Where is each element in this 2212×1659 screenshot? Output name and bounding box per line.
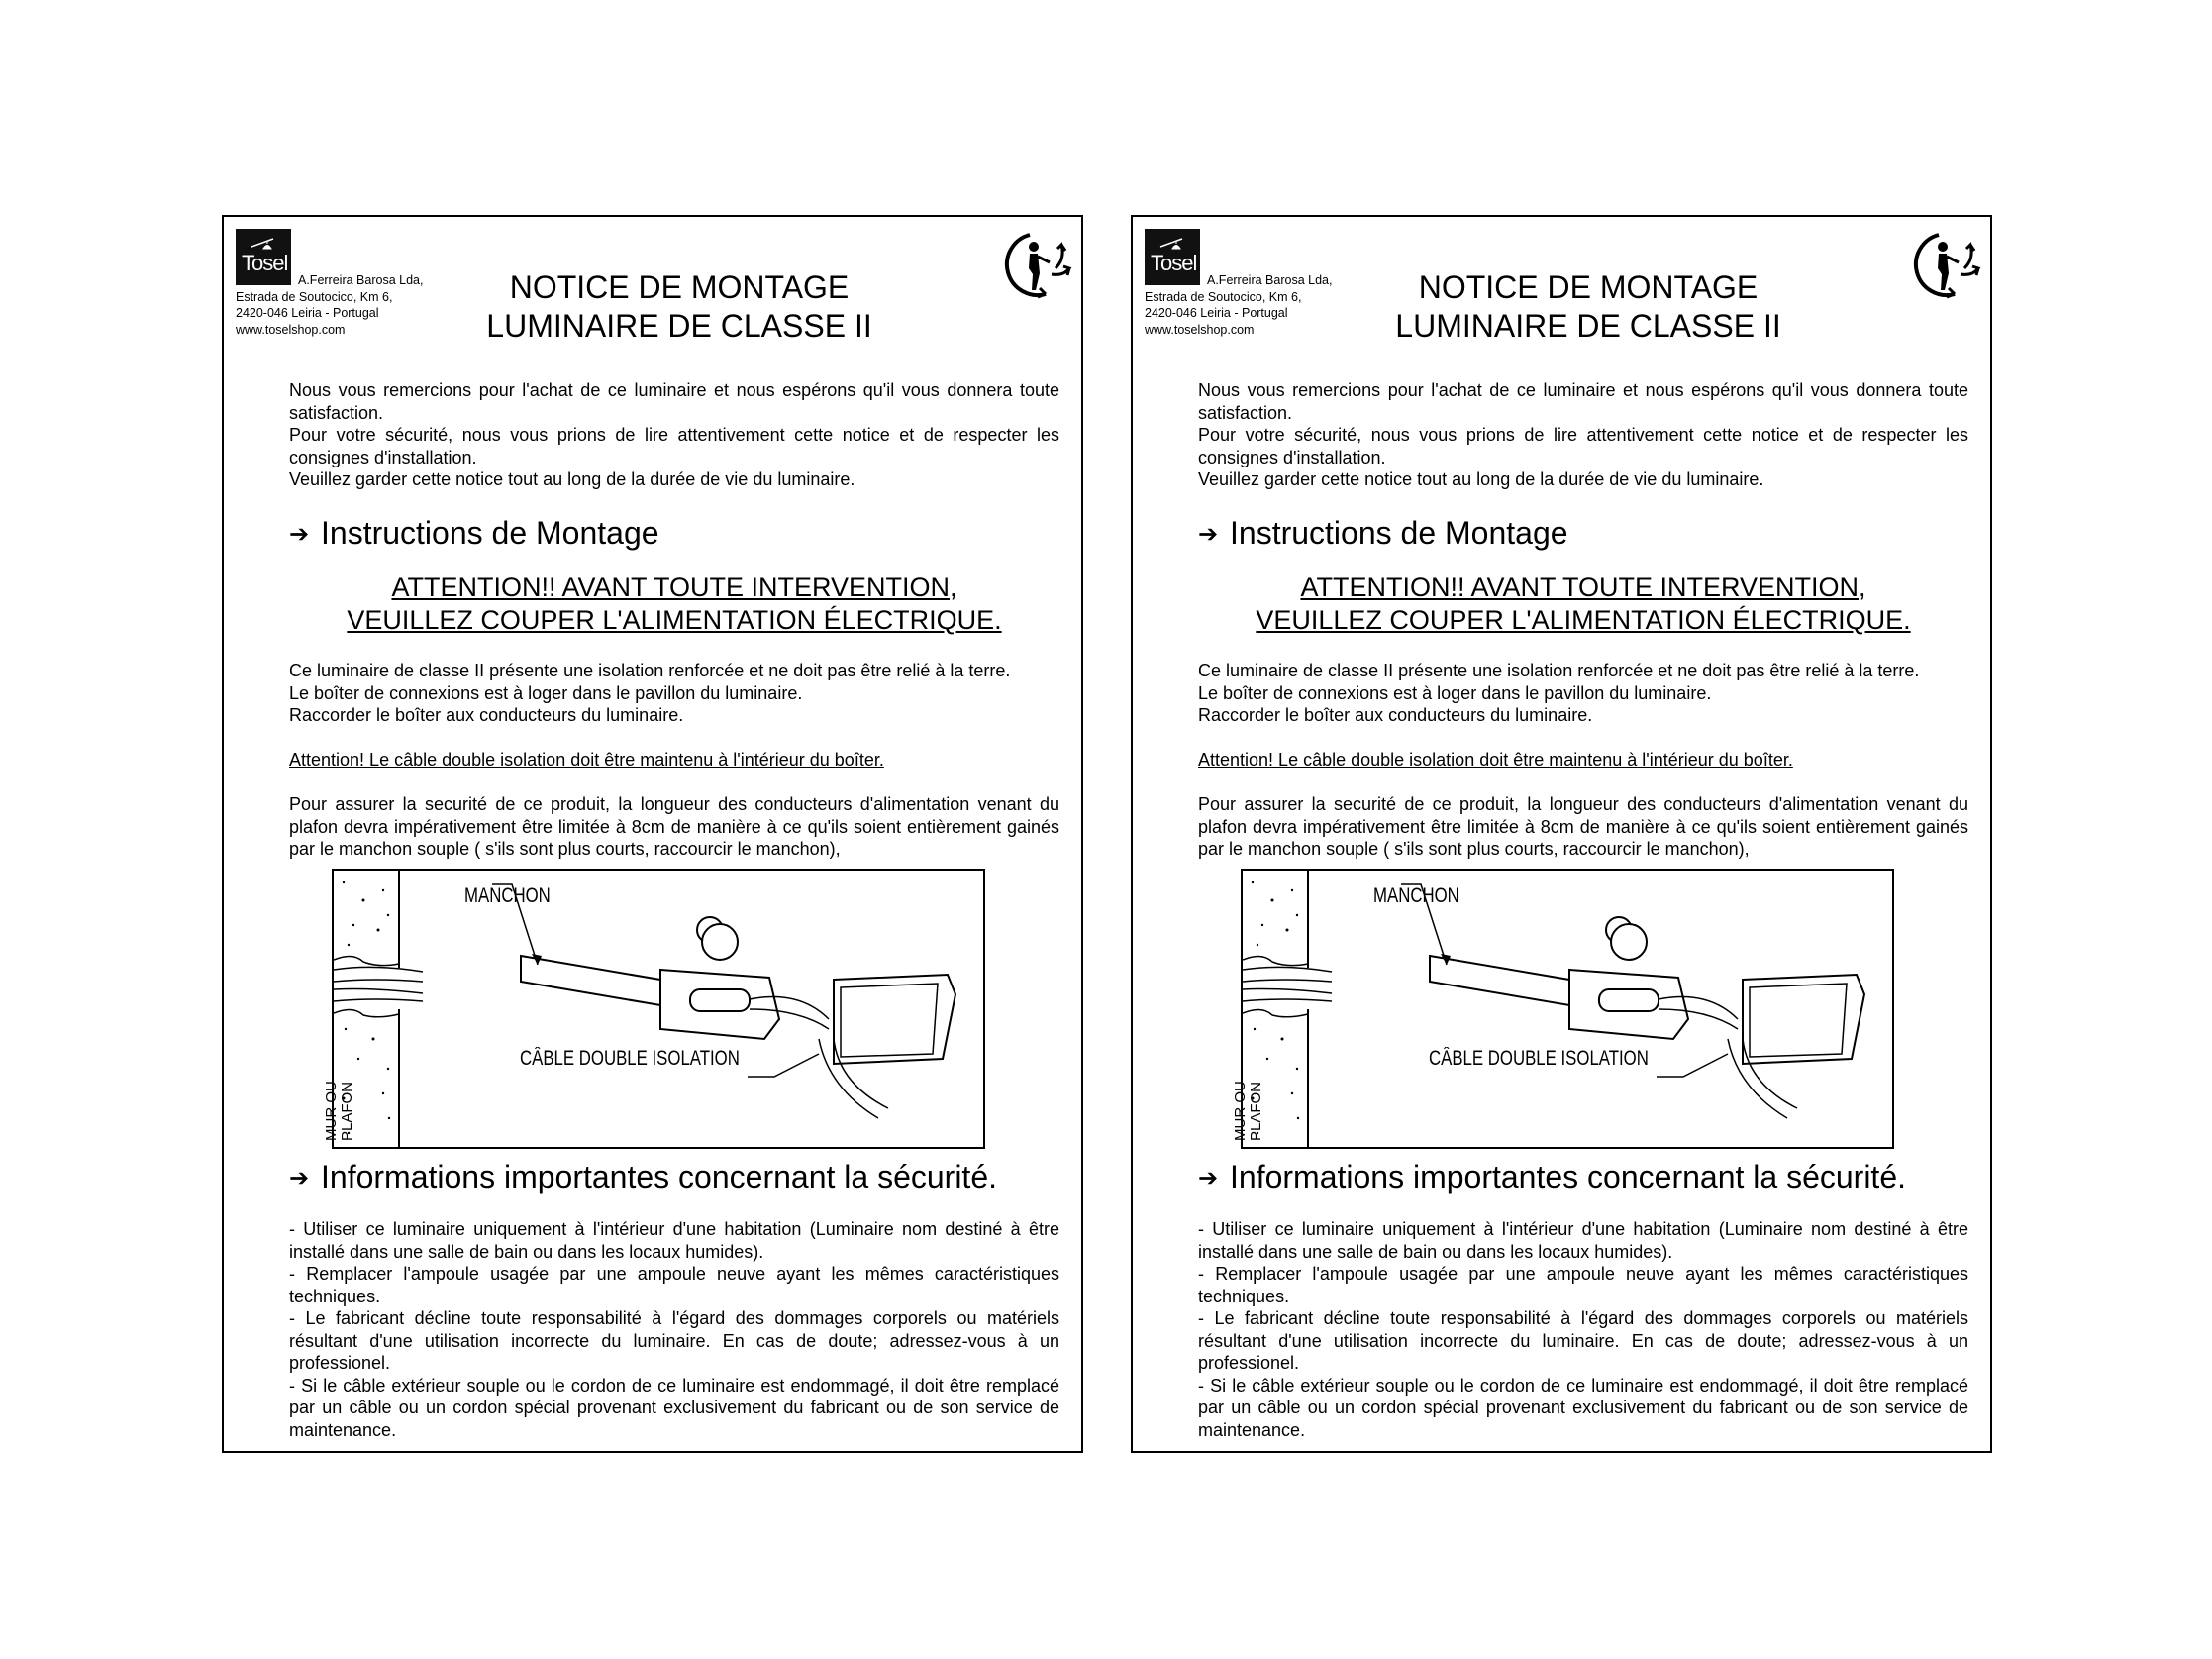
conductor-length-text: Pour assurer la securité de ce produit, la longueur des conducteurs d'alimentation venant du plafon devra impérativement être limitée à 8cm de manière à ce qu'ils soient entièrement gainés par le manchon souple ( s'ils sont plus courts, raccourcir le manchon), <box>289 794 1059 859</box>
attention-warning: ATTENTION!! AVANT TOUTE INTERVENTION, VEUILLEZ COUPER L'ALIMENTATION ÉLECTRIQUE. <box>1256 572 1911 635</box>
section-heading-montage: ➔ Instructions de Montage <box>289 513 659 555</box>
label-manchon: MANCHON <box>464 884 551 907</box>
section-heading-montage: ➔ Instructions de Montage <box>1198 513 1568 555</box>
cable-warning: Attention! Le câble double isolation doit être maintenu à l'intérieur du boîter. <box>1198 750 1793 770</box>
tosel-logo: Tosel <box>1145 229 1200 285</box>
section-heading-securite: ➔ Informations importantes concernant la sécurité. <box>289 1157 997 1198</box>
arrow-right-icon: ➔ <box>289 1165 310 1192</box>
tosel-logo: Tosel <box>236 229 291 285</box>
class-ii-text: Ce luminaire de classe II présente une isolation renforcée et ne doit pas être relié à la terre. Le boîter de connexions est à loger dans le pavillon du luminaire. Raccorder le boîter aux conducteurs du luminaire. <box>1198 661 1920 725</box>
list-item: - Si le câble extérieur souple ou le cordon de ce luminaire est endommagé, il doit être remplacé par un câble ou un cordon spécial provenant exclusivement du fabricant ou de son service de maintenance. <box>289 1375 1059 1440</box>
intro-text: Nous vous remercions pour l'achat de ce luminaire et nous espérons qu'il vous donnera toute satisfaction. Pour votre sécurité, nous vous prions de lire attentivement cette notice et de respecter les consignes d'installation. Veuillez garder cette notice tout au long de la durée de vie du luminaire. <box>1198 380 1968 489</box>
attention-warning: ATTENTION!! AVANT TOUTE INTERVENTION, VEUILLEZ COUPER L'ALIMENTATION ÉLECTRIQUE. <box>347 572 1002 635</box>
intro-text: Nous vous remercions pour l'achat de ce luminaire et nous espérons qu'il vous donnera toute satisfaction. Pour votre sécurité, nous vous prions de lire attentivement cette notice et de respecter les consignes d'installation. Veuillez garder cette notice tout au long de la durée de vie du luminaire. <box>289 380 1059 489</box>
instruction-sheet <box>222 215 1083 1453</box>
safety-list <box>289 1218 1059 1441</box>
list-item: - Le fabricant décline toute responsabilité à l'égard des dommages corporels ou matériels résultant d'une utilisation incorrecte du luminaire. En cas de doute; adressez-vous à un professionel. <box>1198 1308 1968 1373</box>
list-item: - Remplacer l'ampoule usagée par une ampoule neuve ayant les mêmes caractéristiques techniques. <box>1198 1264 1968 1306</box>
list-item: - Remplacer l'ampoule usagée par une ampoule neuve ayant les mêmes caractéristiques techniques. <box>289 1264 1059 1306</box>
class-ii-text: Ce luminaire de classe II présente une isolation renforcée et ne doit pas être relié à la terre. Le boîter de connexions est à loger dans le pavillon du luminaire. Raccorder le boîter aux conducteurs du luminaire. <box>289 661 1011 725</box>
triman-recycle-icon <box>1000 229 1073 300</box>
list-item: - Utiliser ce luminaire uniquement à l'intérieur d'une habitation (Luminaire nom destiné à être installé dans une salle de bain ou dans les locaux humides). <box>289 1219 1059 1262</box>
instruction-sheet <box>1131 215 1992 1453</box>
arrow-right-icon: ➔ <box>289 521 310 548</box>
page-title: NOTICE DE MONTAGE LUMINAIRE DE CLASSE II <box>1395 269 1781 344</box>
label-cable: CÂBLE DOUBLE ISOLATION <box>1429 1047 1649 1070</box>
mounting-diagram <box>1232 869 1894 1149</box>
mounting-diagram <box>323 869 985 1149</box>
arrow-right-icon: ➔ <box>1198 1165 1219 1192</box>
list-item: - Si le câble extérieur souple ou le cordon de ce luminaire est endommagé, il doit être remplacé par un câble ou un cordon spécial provenant exclusivement du fabricant ou de son service de maintenance. <box>1198 1375 1968 1440</box>
page-title: NOTICE DE MONTAGE LUMINAIRE DE CLASSE II <box>486 269 872 344</box>
cable-warning: Attention! Le câble double isolation doit être maintenu à l'intérieur du boîter. <box>289 750 884 770</box>
label-wall: MUR OU PLAFON <box>1232 1081 1264 1141</box>
list-item: - Le fabricant décline toute responsabilité à l'égard des dommages corporels ou matériels résultant d'une utilisation incorrecte du luminaire. En cas de doute; adressez-vous à un professionel. <box>289 1308 1059 1373</box>
list-item: - Utiliser ce luminaire uniquement à l'intérieur d'une habitation (Luminaire nom destiné à être installé dans une salle de bain ou dans les locaux humides). <box>1198 1219 1968 1262</box>
label-cable: CÂBLE DOUBLE ISOLATION <box>520 1047 740 1070</box>
company-address: A.Ferreira Barosa Lda, Estrada de Soutocico, Km 6, 2420-046 Leiria - Portugal www.toselshop.com <box>1145 273 1333 337</box>
label-manchon: MANCHON <box>1373 884 1459 907</box>
conductor-length-text: Pour assurer la securité de ce produit, la longueur des conducteurs d'alimentation venant du plafon devra impérativement être limitée à 8cm de manière à ce qu'ils soient entièrement gainés par le manchon souple ( s'ils sont plus courts, raccourcir le manchon), <box>1198 794 1968 859</box>
section-heading-securite: ➔ Informations importantes concernant la sécurité. <box>1198 1157 1906 1198</box>
company-address: A.Ferreira Barosa Lda, Estrada de Soutocico, Km 6, 2420-046 Leiria - Portugal www.toselshop.com <box>236 273 424 337</box>
safety-list <box>1198 1218 1968 1441</box>
arrow-right-icon: ➔ <box>1198 521 1219 548</box>
label-wall: MUR OU PLAFON <box>323 1081 355 1141</box>
triman-recycle-icon <box>1909 229 1982 300</box>
